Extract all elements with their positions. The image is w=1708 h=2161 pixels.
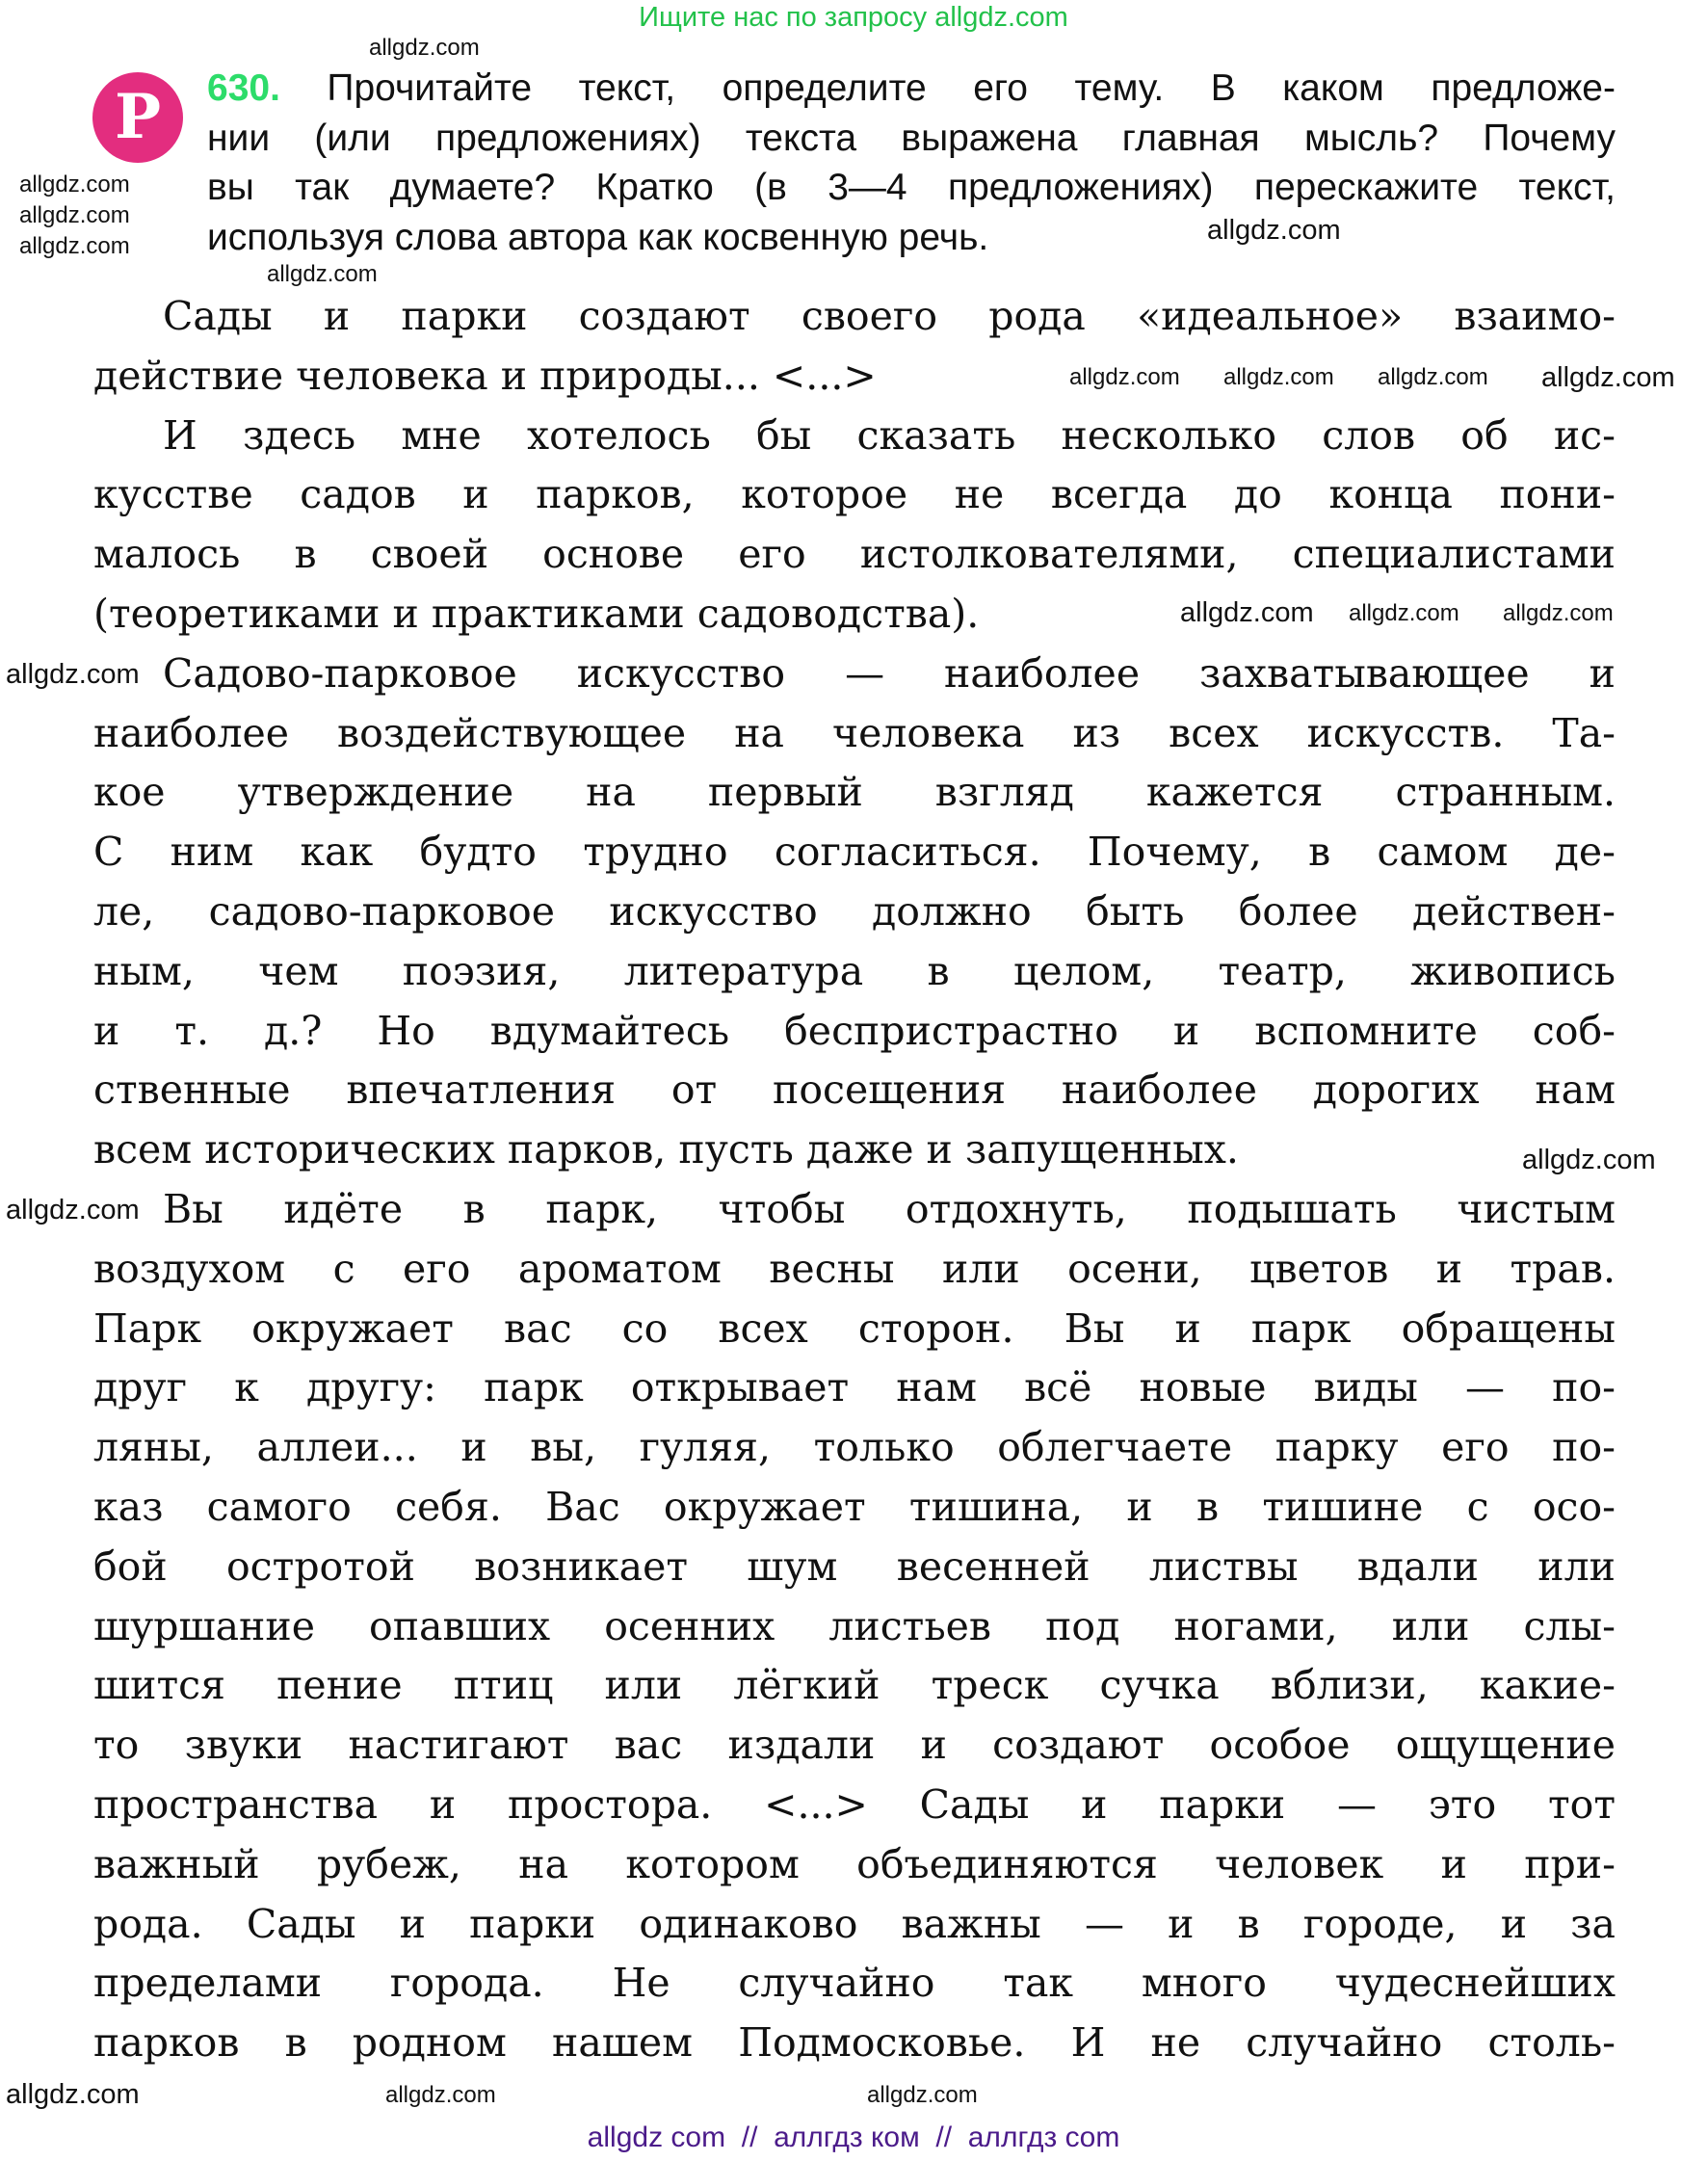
text-line: ле, садово-парковое искусство должно быть более действен- <box>93 887 1616 935</box>
text-line: кое утверждение на первый взгляд кажется странным. <box>93 769 1616 816</box>
watermark: allgdz.com <box>19 202 130 228</box>
text-line: рода. Сады и парки одинаково важны — и в городе, и за <box>93 1900 1616 1947</box>
watermark: allgdz.com <box>1503 600 1614 626</box>
text-line: ственные впечатления от посещения наиболее дорогих нам <box>93 1067 1616 1114</box>
exercise-text <box>93 287 1616 2073</box>
watermark: allgdz.com <box>6 2079 140 2110</box>
text-line: воздухом с его ароматом весны или осени, цветов и трав. <box>93 1245 1616 1292</box>
watermark: allgdz.com <box>1541 362 1675 393</box>
text-line: всем исторических парков, пусть даже и запущенных. <box>93 1126 1239 1173</box>
text-line: ляны, аллеи... и вы, гуляя, только облегчаете парку его по- <box>93 1424 1616 1471</box>
watermark: allgdz.com <box>1522 1145 1656 1175</box>
watermark: allgdz.com <box>1349 600 1459 626</box>
text-line: парков в родном нашем Подмосковье. И не случайно столь- <box>93 2019 1616 2067</box>
text-line: наиболее воздействующее на человека из всех искусств. Та- <box>93 709 1616 756</box>
task-line: вы так думаете? Кратко (в 3—4 предложениях) перескажите текст, <box>207 167 1616 208</box>
exercise-task <box>207 64 1616 262</box>
text-line: каз самого себя. Вас окружает тишина, и в тишине с осо- <box>93 1483 1616 1530</box>
text-line: пространства и простора. <...> Сады и парки — это тот <box>93 1780 1616 1828</box>
watermark: allgdz.com <box>19 233 130 259</box>
text-line: (теоретиками и практиками садоводства). <box>93 590 980 637</box>
text-line: Садово-парковое искусство — наиболее захватывающее и <box>163 649 1616 697</box>
text-line: друг к другу: парк открывает нам всё новые виды — по- <box>93 1364 1616 1411</box>
text-line: Сады и парки создают своего рода «идеальное» взаимо- <box>163 293 1616 339</box>
watermark: allgdz.com <box>867 2082 978 2108</box>
text-line: важный рубеж, на котором объединяются человек и при- <box>93 1840 1616 1887</box>
text-line: шится пение птиц или лёгкий треск сучка вблизи, какие- <box>93 1662 1616 1709</box>
exercise-number: 630. <box>207 67 280 109</box>
text-line: действие человека и природы... <...> <box>93 352 877 399</box>
text-line: И здесь мне хотелось бы сказать несколько слов об ис- <box>163 411 1616 459</box>
task-line: нии (или предложениях) текста выражена главная мысль? Почему <box>207 117 1616 159</box>
watermark: allgdz.com <box>1378 364 1488 390</box>
text-line: малось в своей основе его истолкователями, специалистами <box>93 531 1616 578</box>
task-text: Прочитайте текст, определите его тему. В каком предложе- <box>327 67 1616 109</box>
text-line: ным, чем поэзия, литература в целом, театр, живопись <box>93 947 1616 994</box>
watermark: allgdz.com <box>385 2082 496 2108</box>
watermark: allgdz.com <box>267 261 378 287</box>
text-line: пределами города. Не случайно так много чудеснейших <box>93 1960 1616 2007</box>
text-line: С ним как будто трудно согласиться. Почему, в самом де- <box>93 829 1616 876</box>
text-line: то звуки настигают вас издали и создают особое ощущение <box>93 1722 1616 1769</box>
text-line: Вы идёте в парк, чтобы отдохнуть, подышать чистым <box>163 1185 1616 1232</box>
task-line <box>207 64 1616 114</box>
task-line: используя слова автора как косвенную речь. <box>207 216 989 258</box>
search-banner: Ищите нас по запросу allgdz.com <box>639 2 1068 33</box>
watermark: allgdz.com <box>1223 364 1334 390</box>
watermark: allgdz.com <box>369 35 480 61</box>
watermark: allgdz.com <box>1069 364 1180 390</box>
text-line: бой остротой возникает шум весенней листвы вдали или <box>93 1542 1616 1590</box>
watermark: allgdz.com <box>1180 597 1314 628</box>
text-line: кусстве садов и парков, которое не всегда до конца пони- <box>93 471 1616 518</box>
section-badge: Р <box>92 72 183 163</box>
watermark: allgdz.com <box>6 659 140 690</box>
footer-watermark: allgdz com // аллгдз ком // аллгдз com <box>587 2121 1120 2153</box>
text-line: Парк окружает вас со всех сторон. Вы и парк обращены <box>93 1305 1616 1352</box>
watermark: allgdz.com <box>19 171 130 198</box>
watermark: allgdz.com <box>6 1195 140 1225</box>
watermark: allgdz.com <box>1207 215 1341 246</box>
text-line: шуршание опавших осенних листьев под ногами, или слы- <box>93 1602 1616 1649</box>
text-line: и т. д.? Но вдумайтесь беспристрастно и вспомните соб- <box>93 1007 1616 1054</box>
